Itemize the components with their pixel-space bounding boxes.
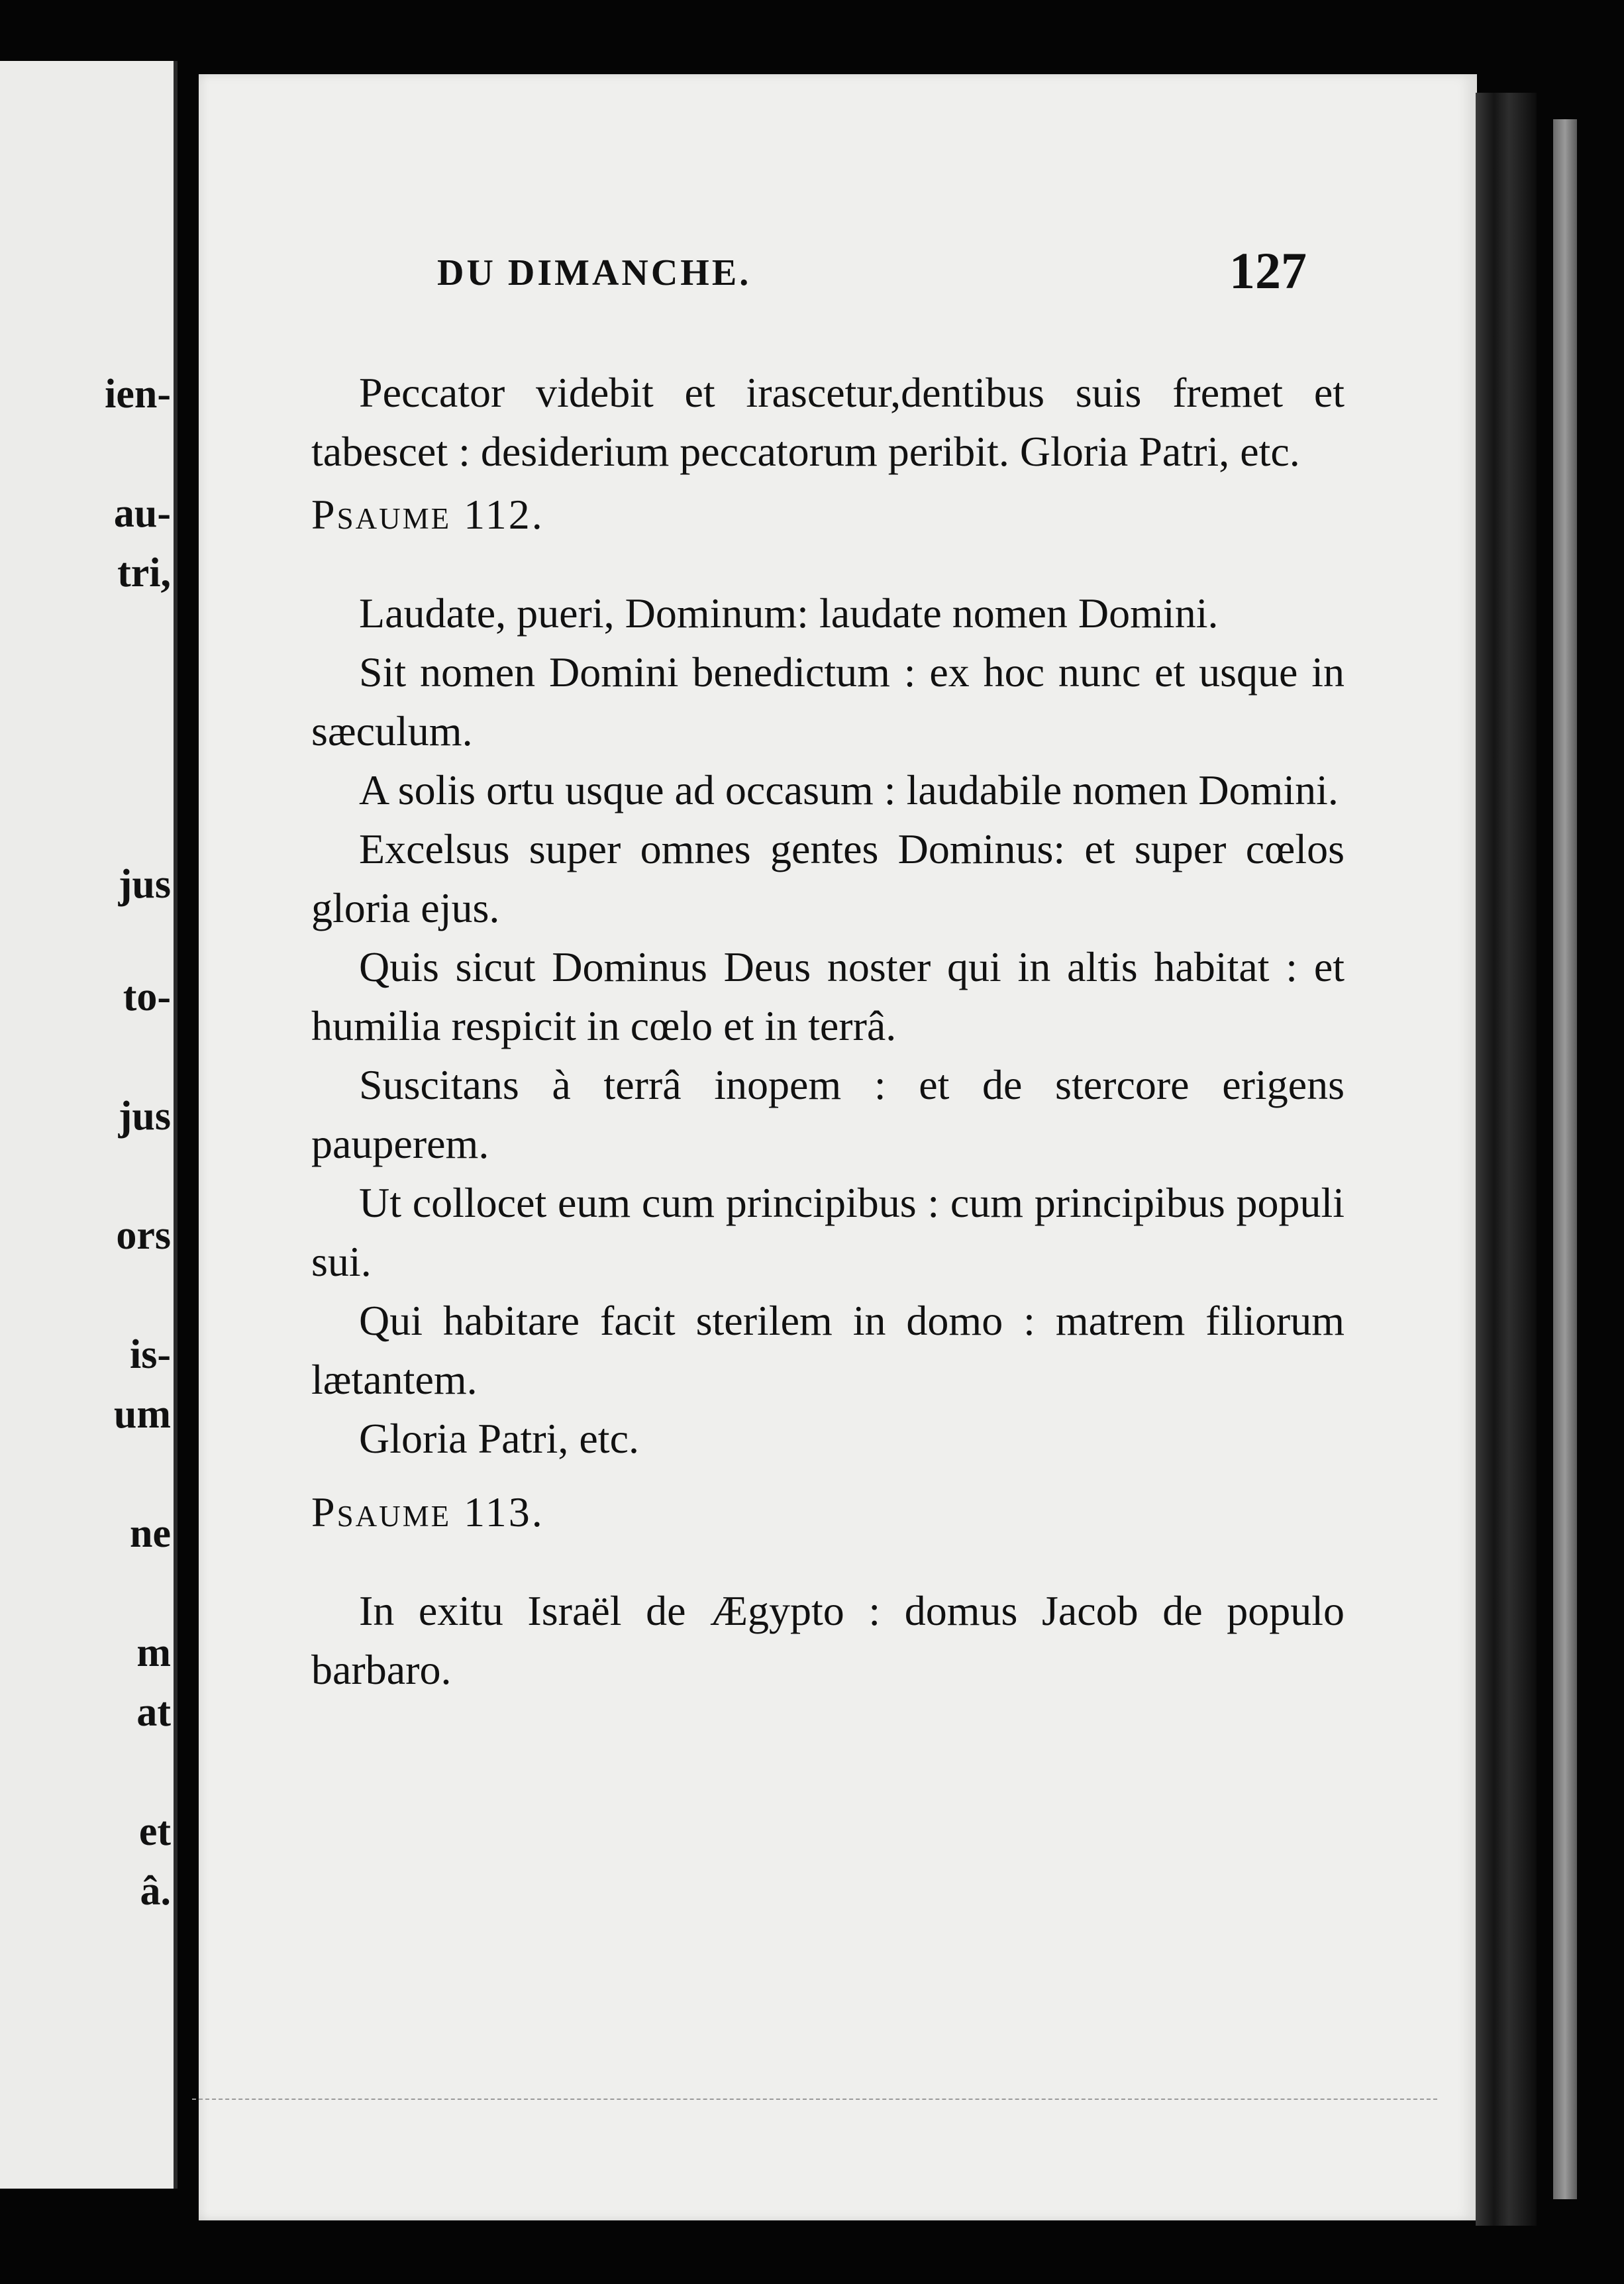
running-head: DU DIMANCHE. <box>437 252 752 293</box>
facing-page-fragment: at <box>136 1690 171 1735</box>
verse: Excelsus super omnes gentes Dominus: et super cœlos gloria ejus. <box>311 825 1345 931</box>
verse: A solis ortu usque ad occasum : laudabile nomen Domini. <box>359 766 1339 813</box>
page-text <box>311 363 1345 1699</box>
verse: Laudate, pueri, Dominum: laudate nomen Domini. <box>359 590 1219 637</box>
verse: Gloria Patri, etc. <box>359 1415 639 1462</box>
facing-page-fragment: ors <box>116 1213 171 1258</box>
facing-page-fragment: au- <box>113 491 171 536</box>
bottom-rule <box>192 2099 1437 2100</box>
verse: Suscitans à terrâ inopem : et de stercore erigens pauperem. <box>311 1061 1345 1167</box>
facing-page-fragment: jus <box>118 862 171 907</box>
facing-page-fragment: m <box>136 1630 171 1675</box>
book-edge-strip <box>1553 119 1577 2199</box>
verse: Ut collocet eum cum principibus : cum principibus populi sui. <box>311 1179 1345 1285</box>
verse: In exitu Israël de Ægypto : domus Jacob de populo barbaro. <box>311 1587 1345 1693</box>
psalm-heading: Psaume 113. <box>311 1488 544 1535</box>
facing-page-fragment: et <box>138 1809 171 1854</box>
psalm-heading: Psaume 112. <box>311 491 544 538</box>
page-number: 127 <box>1229 242 1307 299</box>
facing-page-fragment: tri, <box>117 550 171 596</box>
book-binding <box>1476 93 1537 2226</box>
verse: Sit nomen Domini benedictum : ex hoc nunc et usque in sæculum. <box>311 649 1345 754</box>
verse: Quis sicut Dominus Deus noster qui in altis habitat : et humilia respicit in cœlo et in terrâ. <box>311 943 1345 1049</box>
facing-page-fragment: jus <box>118 1094 171 1139</box>
verse: Qui habitare facit sterilem in domo : matrem filiorum lætantem. <box>311 1297 1345 1403</box>
facing-page-fragment: ne <box>130 1511 171 1556</box>
facing-page-fragment: to- <box>123 974 171 1019</box>
facing-page-fragment: um <box>113 1392 171 1437</box>
facing-page-fragment: â. <box>140 1869 171 1914</box>
facing-page-fragment: is- <box>130 1332 171 1377</box>
facing-page-left <box>0 61 178 2189</box>
facing-page-fragment: ien- <box>105 372 171 417</box>
paragraph: Peccator videbit et irascetur,dentibus suis fremet et tabescet : desiderium peccatorum peribit. Gloria Patri, etc. <box>311 369 1345 475</box>
